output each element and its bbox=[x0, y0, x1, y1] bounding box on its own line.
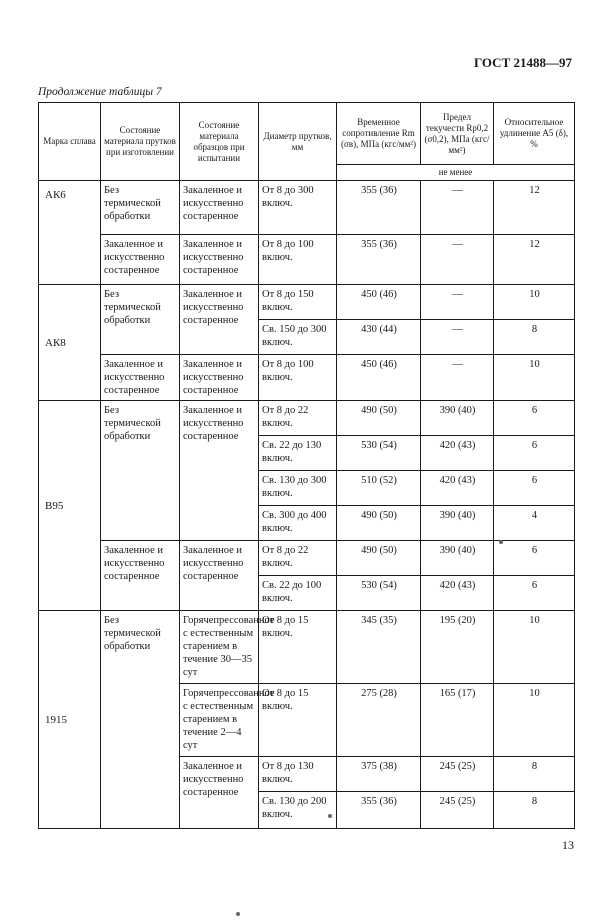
diameter-range: От 8 до 100 включ. bbox=[259, 235, 337, 285]
tensile-value: 450 (46) bbox=[337, 285, 421, 320]
standard-number: ГОСТ 21488—97 bbox=[473, 55, 572, 70]
elongation-value: 8 bbox=[494, 320, 575, 355]
yield-value: 420 (43) bbox=[421, 576, 494, 611]
bar-state: Без термической обработки bbox=[101, 401, 180, 541]
tensile-value: 355 (36) bbox=[337, 792, 421, 829]
table-row bbox=[39, 401, 575, 436]
diameter-range: Св. 130 до 300 включ. bbox=[259, 471, 337, 506]
grade-ak6: АК6 bbox=[39, 181, 101, 285]
tensile-value: 355 (36) bbox=[337, 181, 421, 235]
diameter-range: От 8 до 300 включ. bbox=[259, 181, 337, 235]
diameter-range: Св. 150 до 300 включ. bbox=[259, 320, 337, 355]
yield-value: 420 (43) bbox=[421, 436, 494, 471]
elongation-value: 12 bbox=[494, 181, 575, 235]
header-diameter: Диаметр прутков, мм bbox=[259, 103, 337, 181]
grade-1915: 1915 bbox=[39, 611, 101, 829]
yield-value: 390 (40) bbox=[421, 401, 494, 436]
yield-value: — bbox=[421, 355, 494, 401]
yield-value: 165 (17) bbox=[421, 684, 494, 757]
diameter-range: От 8 до 150 включ. bbox=[259, 285, 337, 320]
sample-state: Закаленное и искусственно состаренное bbox=[180, 355, 259, 401]
tensile-value: 345 (35) bbox=[337, 611, 421, 684]
yield-value: 245 (25) bbox=[421, 792, 494, 829]
table-row bbox=[39, 611, 575, 684]
sample-state: Закаленное и искусственно состаренное bbox=[180, 541, 259, 611]
elongation-value: 6 bbox=[494, 471, 575, 506]
yield-value: 195 (20) bbox=[421, 611, 494, 684]
bar-state: Без термической обработки bbox=[101, 611, 180, 829]
elongation-value: 6 bbox=[494, 436, 575, 471]
elongation-value: 6 bbox=[494, 576, 575, 611]
sample-state: Закаленное и искусственно состаренное bbox=[180, 285, 259, 355]
elongation-value: 12 bbox=[494, 235, 575, 285]
tensile-value: 450 (46) bbox=[337, 355, 421, 401]
header-elongation: Относительное удлинение A5 (δ), % bbox=[494, 103, 575, 165]
properties-table bbox=[38, 102, 575, 829]
sample-state: Закаленное и искусственно состаренное bbox=[180, 401, 259, 541]
tensile-value: 430 (44) bbox=[337, 320, 421, 355]
yield-value: — bbox=[421, 285, 494, 320]
yield-value: — bbox=[421, 181, 494, 235]
tensile-value: 510 (52) bbox=[337, 471, 421, 506]
diameter-range: От 8 до 22 включ. bbox=[259, 541, 337, 576]
scan-speck bbox=[236, 912, 240, 916]
sample-state: Закаленное и искусственно состаренное bbox=[180, 235, 259, 285]
elongation-value: 10 bbox=[494, 684, 575, 757]
not-less-label: не менее bbox=[337, 165, 575, 181]
tensile-value: 355 (36) bbox=[337, 235, 421, 285]
page-number: 13 bbox=[562, 838, 574, 852]
diameter-range: От 8 до 15 включ. bbox=[259, 684, 337, 757]
table-row bbox=[39, 285, 575, 320]
tensile-value: 275 (28) bbox=[337, 684, 421, 757]
grade-b95: В95 bbox=[39, 401, 101, 611]
header-yield: Предел текучести Rp0,2 (σ0,2), МПа (кгс/мм²) bbox=[421, 103, 494, 165]
diameter-range: Св. 300 до 400 включ. bbox=[259, 506, 337, 541]
yield-value: 420 (43) bbox=[421, 471, 494, 506]
table-row bbox=[39, 541, 575, 576]
yield-value: — bbox=[421, 235, 494, 285]
elongation-value: 8 bbox=[494, 757, 575, 792]
bar-state: Без термической обработки bbox=[101, 181, 180, 235]
sample-state: Закаленное и искусственно состаренное bbox=[180, 181, 259, 235]
sample-state: Закаленное и искусственно состаренное bbox=[180, 757, 259, 829]
elongation-value: 8 bbox=[494, 792, 575, 829]
bar-state: Без термической обработки bbox=[101, 285, 180, 355]
elongation-value: 10 bbox=[494, 611, 575, 684]
scan-speck bbox=[328, 814, 332, 818]
header-grade: Марка сплава bbox=[39, 103, 101, 181]
yield-value: 245 (25) bbox=[421, 757, 494, 792]
elongation-value: 10 bbox=[494, 285, 575, 320]
tensile-value: 490 (50) bbox=[337, 401, 421, 436]
diameter-range: От 8 до 130 включ. bbox=[259, 757, 337, 792]
table-row bbox=[39, 355, 575, 401]
tensile-value: 530 (54) bbox=[337, 436, 421, 471]
sample-state: Горячепрессованное с естественным старением в течение 2—4 сут bbox=[180, 684, 259, 757]
bar-state: Закаленное и искусственно состаренное bbox=[101, 541, 180, 611]
header-sample-state: Состояние материала образцов при испытании bbox=[180, 103, 259, 181]
yield-value: 390 (40) bbox=[421, 506, 494, 541]
diameter-range: Св. 22 до 100 включ. bbox=[259, 576, 337, 611]
diameter-range: От 8 до 22 включ. bbox=[259, 401, 337, 436]
bar-state: Закаленное и искусственно состаренное bbox=[101, 355, 180, 401]
tensile-value: 490 (50) bbox=[337, 506, 421, 541]
tensile-value: 490 (50) bbox=[337, 541, 421, 576]
diameter-range: Св. 130 до 200 включ. bbox=[259, 792, 337, 829]
tensile-value: 530 (54) bbox=[337, 576, 421, 611]
table-row bbox=[39, 181, 575, 235]
scan-speck bbox=[499, 540, 503, 544]
elongation-value: 4 bbox=[494, 506, 575, 541]
sample-state: Горячепрессованное с естественным старением в течение 30—35 сут bbox=[180, 611, 259, 684]
diameter-range: От 8 до 15 включ. bbox=[259, 611, 337, 684]
grade-ak8: АК8 bbox=[39, 285, 101, 401]
bar-state: Закаленное и искусственно состаренное bbox=[101, 235, 180, 285]
table-caption: Продолжение таблицы 7 bbox=[38, 86, 162, 98]
table-row bbox=[39, 235, 575, 285]
yield-value: — bbox=[421, 320, 494, 355]
elongation-value: 6 bbox=[494, 401, 575, 436]
diameter-range: От 8 до 100 включ. bbox=[259, 355, 337, 401]
yield-value: 390 (40) bbox=[421, 541, 494, 576]
elongation-value: 10 bbox=[494, 355, 575, 401]
header-tensile: Временное сопротивление Rm (σв), МПа (кгс/мм²) bbox=[337, 103, 421, 165]
elongation-value: 6 bbox=[494, 541, 575, 576]
tensile-value: 375 (38) bbox=[337, 757, 421, 792]
diameter-range: Св. 22 до 130 включ. bbox=[259, 436, 337, 471]
header-bar-state: Состояние материала прутков при изготовлении bbox=[101, 103, 180, 181]
